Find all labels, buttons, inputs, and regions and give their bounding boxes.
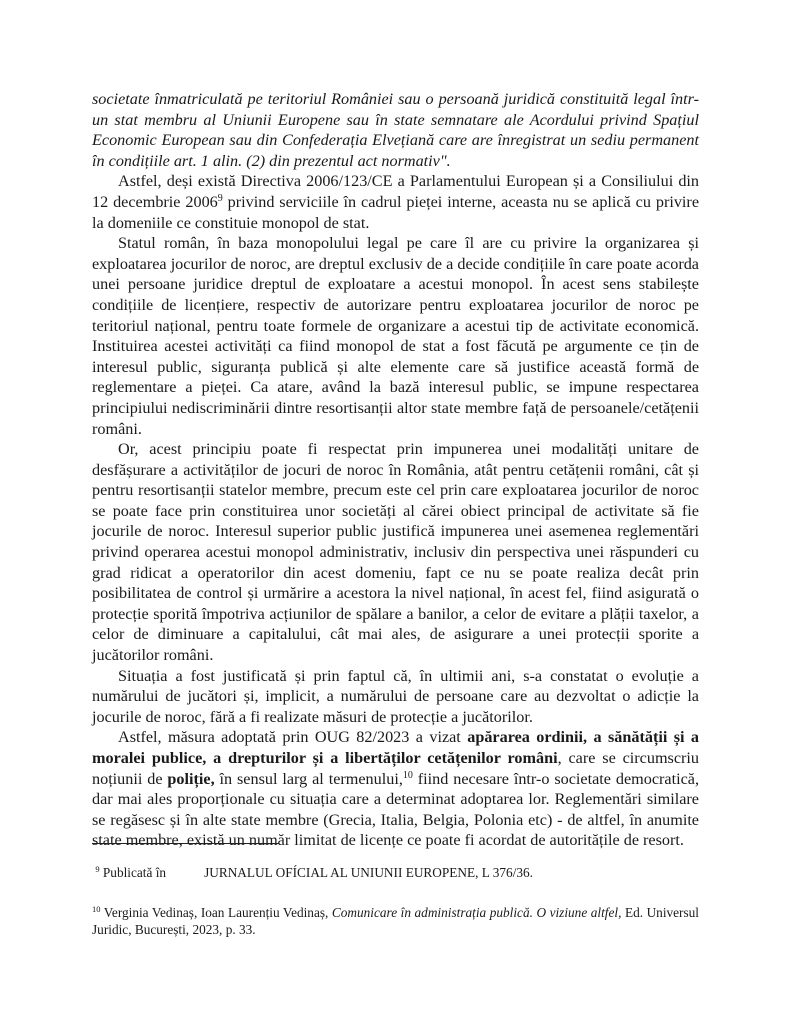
paragraph-directive (92, 171, 699, 233)
bold-emphasis-politie: poliție, (167, 769, 215, 788)
footnote-10 (92, 904, 699, 938)
paragraph-situation: Situația a fost justificată și prin faptul că, în ultimii ani, s-a constatat o evoluție a numărului de jucători și, implicit, a numărului de persoane care au dezvoltat o adicție la jocurile de noroc, fără a fi realizate măsuri de protecție a jucătorilor. (92, 666, 699, 726)
paragraph-quote-continuation (92, 89, 699, 171)
footnote-ref-10[interactable]: 10 (402, 769, 413, 781)
paragraph-state-monopoly: Statul român, în baza monopolului legal pe care îl are cu privire la organizarea și exploatarea jocurilor de noroc, are dreptul exclusiv de a decide condițiile în care poate acorda unei persoane juridice dreptul de exploatare a acestui monopol. În acest sens stabilește condițiile de licențiere, respectiv de autorizare pentru exploatarea jocurilor de noroc pe teritoriul național, pentru toate formele de organizare a acestui tip de activitate economică. Instituirea acestei activități ca fiind monopol de stat a fost făcută pe argumente ce țin de interesul public, siguranța publică și alte elemente care să justifice această formă de reglementare a pieței. Ca atare, având la bază interesul public, se impune respectarea principiului nediscriminării dintre resortisanții altor state membre față de persoanele/cetățenii români. (92, 234, 699, 438)
paragraph-text: Astfel, măsura adoptată prin OUG 82/2023 a vizat (118, 728, 468, 747)
footnote-ref-9[interactable]: 9 (217, 192, 223, 204)
paragraph-nondiscrimination: Or, acest principiu poate fi respectat prin impunerea unei modalități unitare de desfășurare a activităților de jocuri de noroc în România, atât pentru cetățenii români, cât și pentru resortisanții statelor membre, precum este cel prin care exploatarea jocurilor de noroc se poate face prin constituirea unor societăți al cărei obiect principal de activitate să fie jocurile de noroc. Interesul superior public justifică impunerea unei asemenea reglementări privind operarea acestui monopol administrativ, inclusiv din perspectiva unei răspunderi cu grad ridicat a operatorilor din acest domeniu, fapt ce nu se poate realiza decât prin posibilitatea de control și urmărire a acestora la nivel național, în acest fel, fiind asigurată o protecție sporită împotriva acțiunilor de spălare a banilor, a celor de evitare a plății taxelor, a celor de diminuare a capitalului, cât mai ales, de asigurare a unei protecții sporite a jucătorilor români. (92, 440, 699, 665)
footnote-9 (92, 864, 699, 881)
footnote-number: 10 (92, 904, 101, 914)
quote-text: societate înmatriculată pe teritoriul României sau o persoană juridică constituită legal într-un stat membru al Uniunii Europene sau în state semnatare ale Acordului privind Spațiul Economic European sau din Confederația Elvețiană care are înregistrat un sediu permanent în condițiile art. 1 alin. (2) din prezentul act normativ". (92, 90, 699, 170)
bold-emphasis: apărarea ordinii, a sănătății și a moralei publice, a drepturilor și a libertăților cetățenilor români (92, 728, 700, 767)
document-body (92, 89, 699, 851)
paragraph-text: , care se circumscriu noțiunii de (92, 749, 700, 788)
paragraph-oug-measure (92, 727, 699, 851)
footnote-publisher: Ed. Universul Juridic, București, 2023, p. 33. (92, 905, 700, 937)
footnote-authors: Verginia Vedinaș, Ioan Laurențiu Vedinaș, (100, 905, 332, 920)
paragraph-text: în sensul larg al termenului, (214, 769, 403, 788)
footnote-separator (92, 843, 279, 844)
footnote-text: JURNALUL OFÍCIAL AL UNIUNII EUROPENE, L 376/36. (204, 865, 534, 880)
paragraph-text: fiind necesare într-o societate democratică, dar mai ales proporționale cu situația care a determinat adoptarea lor. Reglementări similare se regăsesc și în alte state membre (Grecia, Italia, Belgia, Polonia etc) - de altfel, în anumite state membre, există un număr limitat de licențe ce poate fi acordat de autoritățile de resort. (92, 769, 699, 850)
paragraph-text: Astfel, deși există Directiva 2006/123/CE a Parlamentului European și a Consiliului din 12 decembrie 2006 (92, 172, 699, 211)
footnote-number: 9 (95, 864, 100, 874)
footnote-label: Publicată în (102, 865, 167, 880)
footnote-title: Comunicare în administrația publică. O viziune altfel, (331, 905, 622, 920)
paragraph-text: privind serviciile în cadrul pieței interne, aceasta nu se aplică cu privire la domeniile ce constituie monopol de stat. (92, 192, 699, 232)
